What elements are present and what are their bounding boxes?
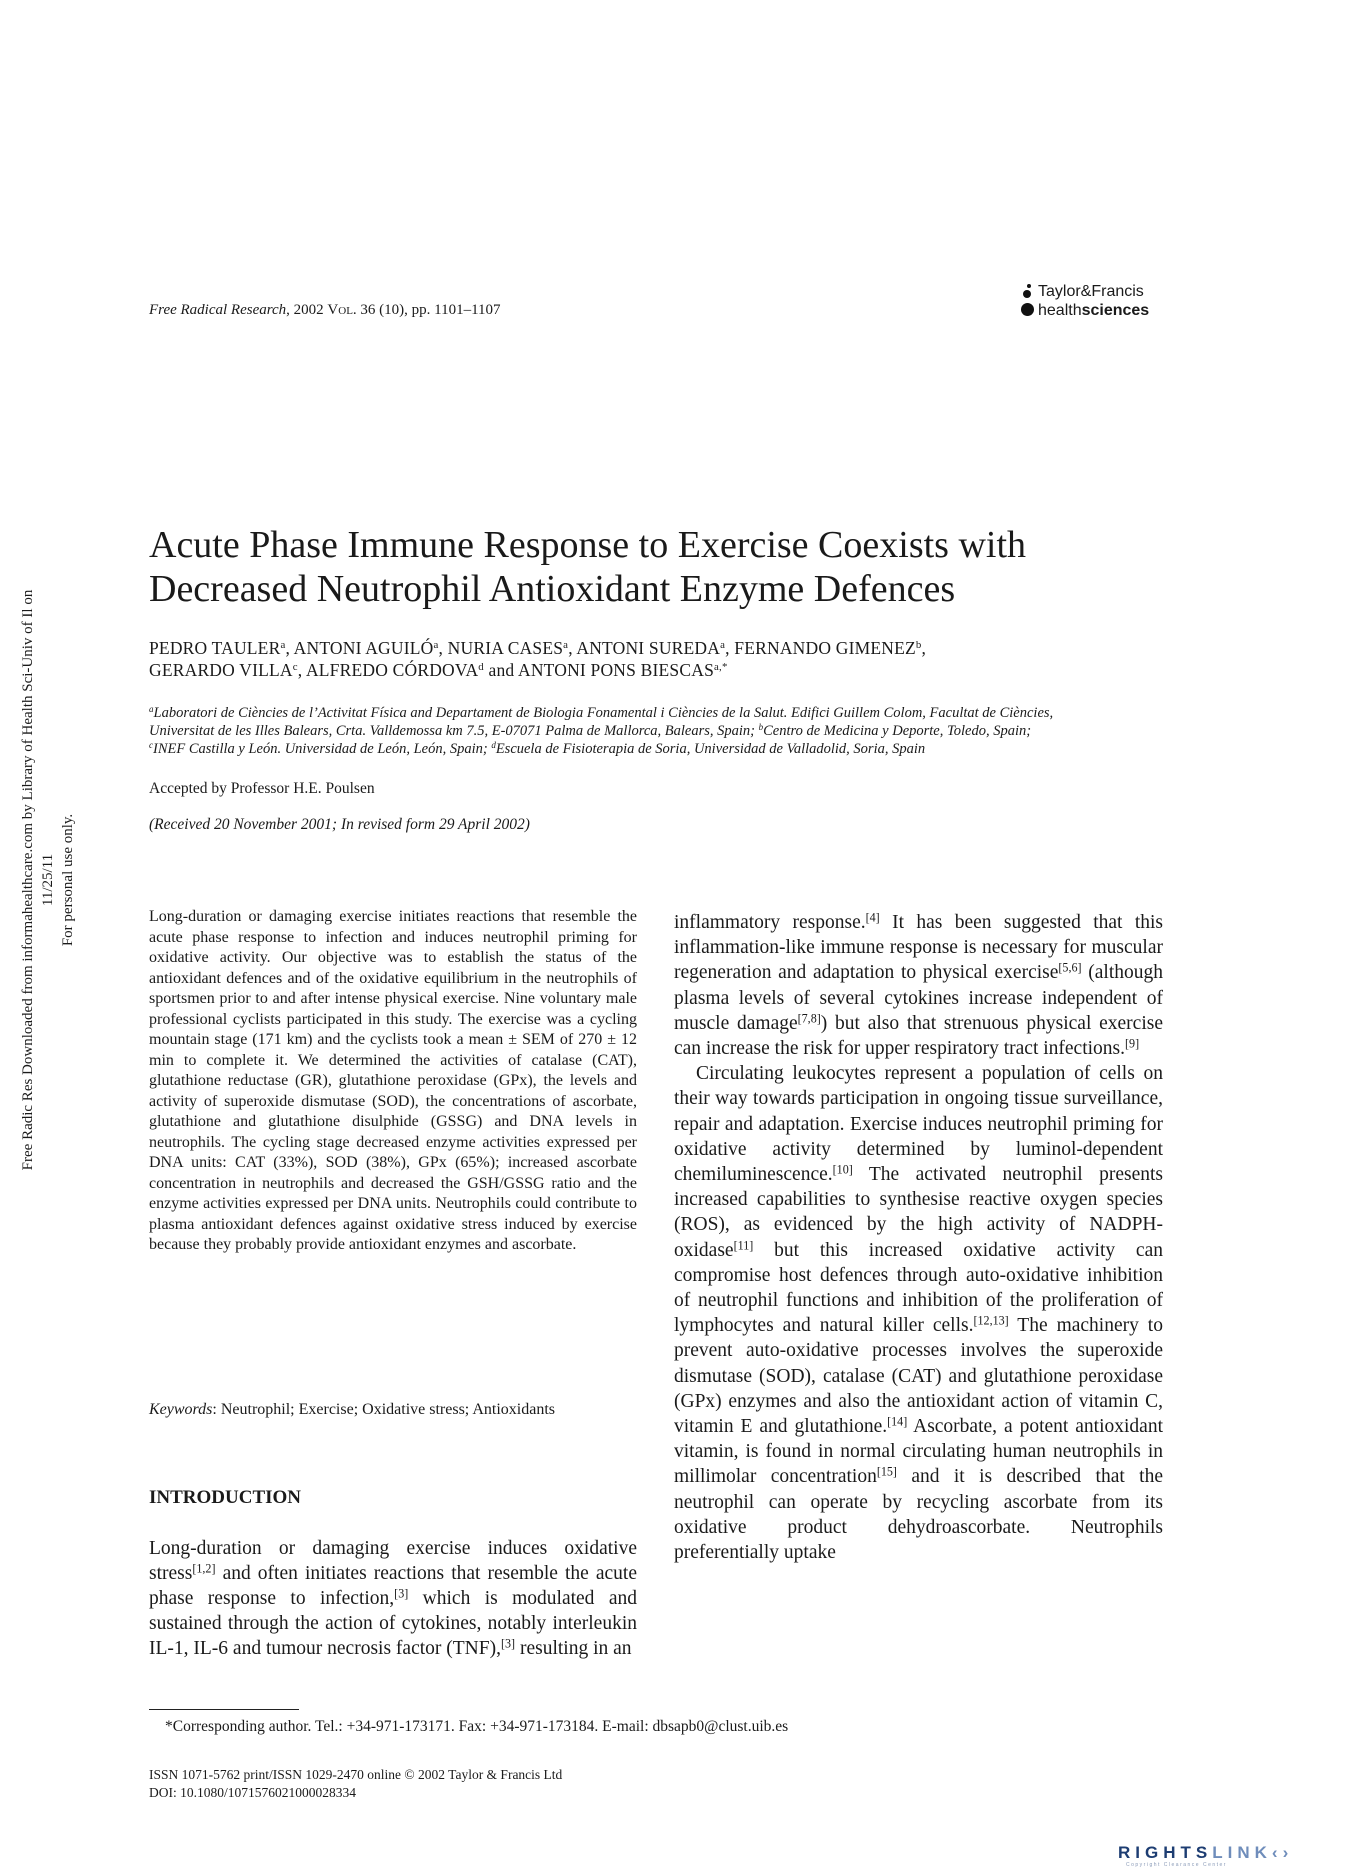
paper-title: Acute Phase Immune Response to Exercise Coexists with Decreased Neutrophil Antioxidant Enzyme Defences [149,524,1027,610]
paragraph: Circulating leukocytes represent a population of cells on their way towards participation in ongoing tissue surveillance, repair and adaptation. Exercise induces neutrophil priming for oxidative activity determined by luminol-dependent chemiluminescence.[10] The activated neutrophil presents increased capabilities to synthesise reactive oxygen species (ROS), as evidenced by the high activity of NADPH-oxidase[11] but this increased oxidative activity can compromise host defences through auto-oxidative inhibition of neutrophil functions and inhibition of the proliferation of lymphocytes and natural killer cells.[12,13] The machinery to prevent auto-oxidative processes involves the superoxide dismutase (SOD), catalase (CAT) and glutathione peroxidase (GPx) enzymes and also the antioxidant action of vitamin C, vitamin E and glutathione.[14] Ascorbate, a potent antioxidant vitamin, is found in normal circulating human neutrophils in millimolar concentration[15] and it is described that the neutrophil can operate by recycling ascorbate from its oxidative product dehydroascorbate. Neutrophils preferentially uptake [674,1063,1164,1564]
corresponding-author-footnote: *Corresponding author. Tel.: +34-971-173171. Fax: +34-971-173184. E-mail: dbsapb0@clust.uib.es [165,1718,789,1735]
rightslink-subtitle: Copyright Clearance Center [1126,1862,1227,1868]
author-list: PEDRO TAULER$^a$, ANTONI AGUILÓ$^a$, NURIA CASES$^a$, ANTONI SUREDA$^a$, FERNANDO GIMENEZ$^b$, GERARDO VILLA$^c$, ALFREDO CÓRDOVA$^d$ and ANTONI PONS $BIESCAS^{a,*}$ [149,638,927,680]
volume-label: Vol. [327,302,357,318]
publisher-logo: Taylor&Francis healthsciences [1018,283,1168,323]
download-side-note: Free Radic Res Downloaded from informahealthcare.com by Library of Health Sci-Univ of Il on 11/25/11 For personal use only. [20,589,76,1171]
keywords-text: : Neutrophil; Exercise; Oxidative stress; Antioxidants [212,1401,556,1418]
keywords-label: Keywords [149,1401,213,1418]
received-dates: (Received 20 November 2001; In revised form 29 April 2002) [149,816,530,833]
logo-dot-small [1027,284,1031,288]
introduction-paragraph: Long-duration or damaging exercise induces oxidative stress[1,2] and often initiates reactions that resemble the acute phase response to infection,[3] which is modulated and sustained through the action of cytokines, notably interleukin IL-1, IL-6 and tumour necrosis factor (TNF),[3] resulting in an [149,1538,637,1659]
section-heading-introduction: INTRODUCTION [149,1487,302,1508]
logo-dot-large [1021,303,1034,316]
journal-name: Free Radical Research [149,302,287,318]
right-column-text [674,910,1163,1565]
rightslink-arrow-icon: ‹› [1271,1843,1294,1862]
rightslink-logo[interactable]: RIGHTSLINK‹› [1118,1843,1294,1862]
accepted-by: Accepted by Professor H.E. Poulsen [149,780,375,797]
logo-dot-medium [1023,290,1031,298]
journal-citation: Free Radical Research, 2002 Vol. 36 (10), pp. 1101–1107 [149,302,501,318]
abstract: Long-duration or damaging exercise initiates reactions that resemble the acute phase response to infection and induces neutrophil priming for oxidative activity. Our objective was to establish the status of the antioxidant defences and of the oxidative equilibrium in the neutrophils of sportsmen prior to and after intense physical exercise. Nine voluntary male professional cyclists participated in this study. The exercise was a cycling mountain stage (171 km) and the cyclists took a mean ± SEM of 270 ± 12 min to complete it. We determined the activities of catalase (CAT), glutathione reductase (GR), glutathione peroxidase (GPx), the levels and activity of superoxide dismutase (SOD), the concentrations of ascorbate, glutathione and glutathione disulphide (GSSG) and DNA levels in neutrophils. The cycling stage decreased enzyme activities expressed per DNA units: CAT (33%), SOD (38%), GPx (65%); increased ascorbate concentration in neutrophils and decreased the GSH/GSSG ratio and the enzyme activities expressed per DNA units. Neutrophils could contribute to plasma antioxidant defences against oxidative stress induced by exercise because they probably provide antioxidant enzymes and ascorbate. [149,908,637,1253]
issn-doi: ISSN 1071-5762 print/ISSN 1029-2470 online © 2002 Taylor & Francis Ltd DOI: 10.1080/1071576021000028334 [149,1767,563,1800]
footnote-divider [149,1709,299,1710]
affiliations: $^a$Laboratori de Ciències de l’Activitat Física and Departament de Biologia Fonamental i Ciències de la Salut. Edifici Guillem Colom, Facultat de Ciències, Universitat de les Illes Balears, Crta. Valldemossa km 7.5, E-07071 Palma de Mallorca, Balears, Spain; $^b$Centro de Medicina y Deporte, Toledo, Spain; $^c$INEF Castilla y León. Universidad de León, León, Spain; $^d$Escuela de Fisioterapia de Soria, Universidad de Valladolid, Soria, Spain [149,704,1054,757]
keywords [149,1401,649,1419]
paragraph: inflammatory response.[4] It has been suggested that this inflammation-like immune response is necessary for muscular regeneration and adaptation to physical exercise[5,6] (although plasma levels of several cytokines increase independent of muscle damage[7,8]) but also that strenuous physical exercise can increase the risk for upper respiratory tract infections.[9] [674,910,1164,1060]
